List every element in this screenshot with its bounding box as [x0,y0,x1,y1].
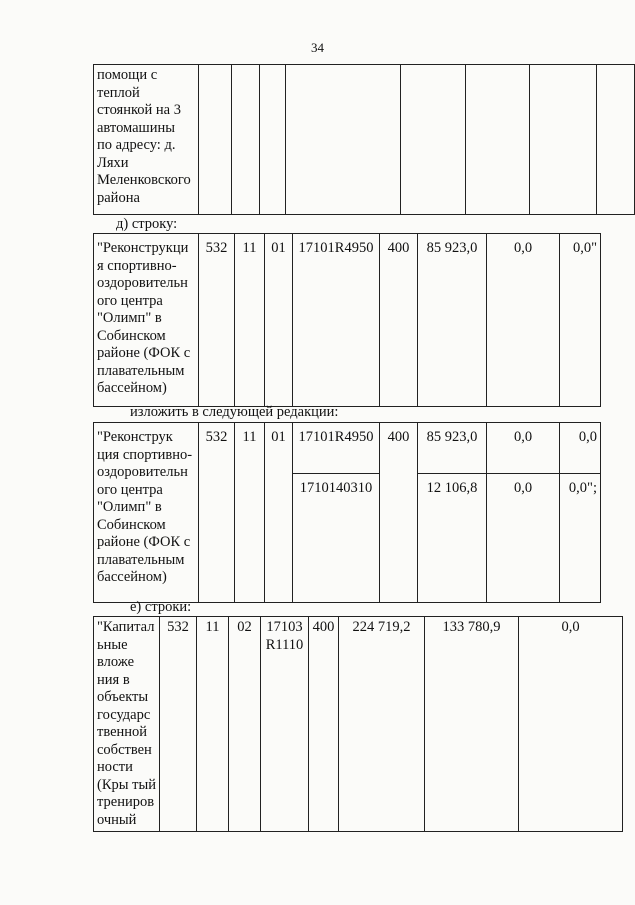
sum3-cell: 0,0 [519,617,623,832]
ved-cell: 532 [199,234,235,407]
table-continuation [93,64,635,215]
rz-cell: 11 [235,234,265,407]
instruction-edit: изложить в следующей редакции: [130,404,339,420]
ved-cell: 532 [160,617,197,832]
rz-cell [232,65,260,215]
pr-cell: 01 [265,234,293,407]
sum1-cell: 85 923,0 [418,423,487,474]
sum1-cell: 85 923,0 [418,234,487,407]
table-row [94,423,601,474]
page-number: 34 [311,40,324,55]
pr-cell [260,65,286,215]
sum2-cell: 0,0 [487,423,560,474]
csr-cell: 17103 R1110 [261,617,309,832]
ved-cell [198,65,232,215]
pr-cell: 01 [265,423,293,603]
csr-cell: 17101R4950 [293,234,380,407]
sum2-cell: 0,0 [487,474,560,603]
table-new-edition [93,422,601,603]
sum3-cell: 0,0" [560,234,601,407]
table-row [94,234,601,407]
vr-cell: 400 [309,617,339,832]
sum1-cell [465,65,529,215]
sum2-cell: 133 780,9 [425,617,519,832]
object-name-cell: "Реконструкци я спортивно- оздоровительн ого центра "Олимп" в Собинском районе (ФОК с плавательным бассейном) [94,234,199,407]
sum2-cell [529,65,596,215]
object-name-cell: "Реконструк ция спортивно- оздоровительн ого центра "Олимп" в Собинском районе (ФОК с плавательным бассейном) [94,423,199,603]
rz-cell: 11 [235,423,265,603]
sum1-cell: 12 106,8 [418,474,487,603]
vr-cell: 400 [380,234,418,407]
object-name-cell: помощи с теплой стоянкой на 3 автомашины по адресу: д. Ляхи Меленковского района [94,65,199,215]
sum2-cell: 0,0 [487,234,560,407]
vr-cell: 400 [380,423,418,603]
sum3-cell [596,65,634,215]
instruction-d: д) строку: [116,216,178,232]
sum1-cell: 224 719,2 [339,617,425,832]
csr-cell: 17101R4950 [293,423,380,474]
sum3-cell: 0,0"; [560,474,601,603]
object-name-cell: "Капитал ьные вложе ния в объекты государс твенной собствен ности (Кры тый трениров очный [94,617,160,832]
csr-cell [286,65,401,215]
csr-cell: 1710140310 [293,474,380,603]
table-rows-e [93,616,623,832]
instruction-e: е) строки: [130,599,192,615]
pr-cell: 02 [229,617,261,832]
ved-cell: 532 [199,423,235,603]
table-old-row [93,233,601,407]
sum3-cell: 0,0 [560,423,601,474]
table-row [94,617,623,832]
vr-cell [401,65,466,215]
table-row [94,65,635,215]
rz-cell: 11 [197,617,229,832]
